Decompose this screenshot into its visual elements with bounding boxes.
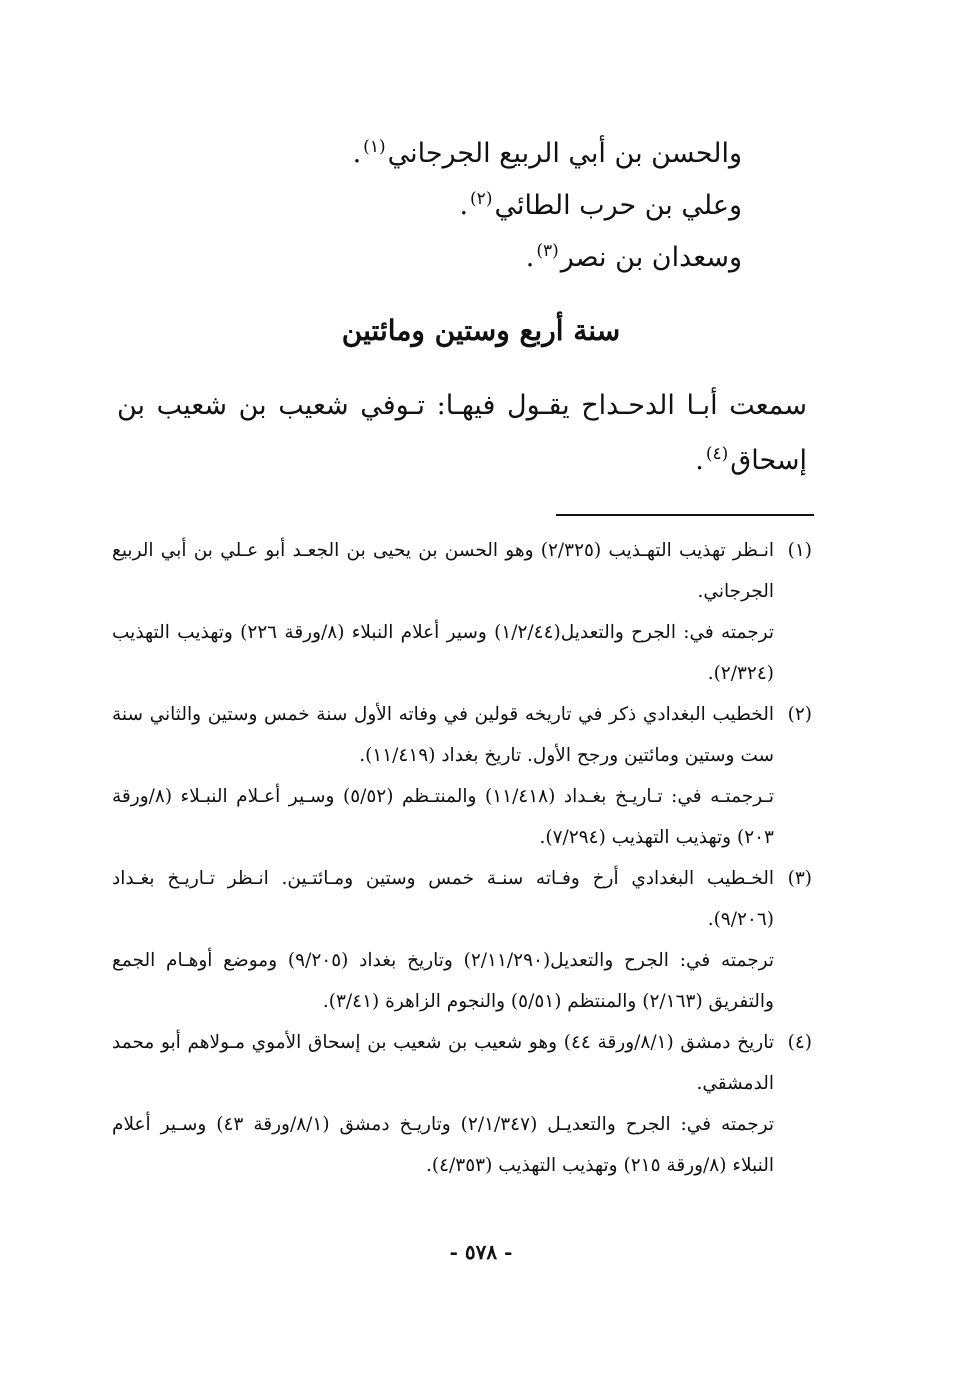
line-end-mark: . [352,138,362,169]
footnote-reference: (٣) [536,241,559,261]
footnote-body [112,530,774,694]
footnote-body [112,1022,774,1186]
footnote-paragraph: ترجمته في: الجرح والتعديل(١/٢/٤٤) وسير أعلام النبلاء (٨/ورقة ٢٢٦) وتهذيب التهذيب (٢/٣٢٤). [112,622,774,684]
footnote-paragraph: ترجمته في: الجرح والتعديل(٢/١١/٢٩٠) وتاريخ بغداد (٩/٢٠٥) وموضع أوهـام الجمع والتفريق (٢/١٦٣) والمنتظم (٥/٥١) والنجوم الزاهرة (٣/٤١). [112,950,774,1012]
footnote-item [112,694,812,858]
line-end-mark: . [695,445,704,476]
footnote-separator [556,514,814,516]
paragraph-text: سمعت أبـا الدحـداح يقـول فيهـا: تـوفي شعيب بن شعيب بن إسحاق [117,390,807,476]
footnote-number: (٤) [787,1032,812,1053]
footnotes [112,530,812,1186]
footnote-item [112,858,812,1022]
footnote-item [112,530,812,694]
line-end-mark: . [525,242,535,273]
footnote-paragraph: الخـطيب البغدادي أرخ وفـاته سنـة خمس وستين ومـائتـين. انـظر تـاريـخ بغـداد (٩/٢٠٦). [112,868,774,930]
body-paragraph [117,378,807,488]
footnote-paragraph: تاريخ دمشق (٨/١/ورقة ٤٤) وهو شعيب بن شعيب بن إسحاق الأموي مـولاهم أبو محمد الدمشقي. [112,1032,774,1094]
narrators-list [222,128,742,284]
narrator-text: وعلي بن حرب الطائي [494,190,742,221]
footnote-paragraph: الخطيب البغدادي ذكر في تاريخه قولين في وفاته الأول سنة خمس وستين والثاني سنة ست وستين ومائتين ورجح الأول. تاريخ بغداد (١١/٤١٩). [112,704,774,766]
narrator-text: وسعدان بن نصر [560,242,742,273]
footnote-number: (٢) [787,704,812,725]
page-number: - ٥٧٨ - [449,1240,513,1264]
footnote-number: (١) [787,540,812,561]
footnote-reference: (٤) [705,444,729,464]
footnote-item [112,1022,812,1186]
footnote-number: (٣) [787,868,812,889]
footnote-body [112,858,774,1022]
narrator-line [222,180,742,232]
footnote-paragraph: ترجمته في: الجرح والتعديـل (٢/١/٣٤٧) وتاريـخ دمشق (٨/١/ورقة ٤٣) وسـير أعلام النبلاء (٨/ورقة ٢١٥) وتهذيب التهذيب (٤/٣٥٣). [112,1114,775,1176]
footnote-paragraph: تـرجمتـه في: تـاريـخ بغـداد (١١/٤١٨) والمنتـظم (٥/٥٢) وسـير أعـلام النبـلاء (٨/ورقة ٢٠٣) وتهذيب التهذيب (٧/٢٩٤). [112,786,774,848]
narrator-line [222,232,742,284]
footnote-reference: (٢) [470,189,493,209]
footnote-body [112,694,774,858]
narrator-text: والحسن بن أبي الربيع الجرجاني [387,138,742,169]
footnote-reference: (١) [363,137,386,157]
line-end-mark: . [459,190,469,221]
narrator-line [222,128,742,180]
section-heading: سنة أربع وستين ومائتين [341,314,621,347]
footnote-paragraph: انـظر تهذيب التهـذيب (٢/٣٢٥) وهو الحسن بن يحيى بن الجعـد أبو عـلي بن أبي الربيع الجرجاني. [112,540,774,602]
